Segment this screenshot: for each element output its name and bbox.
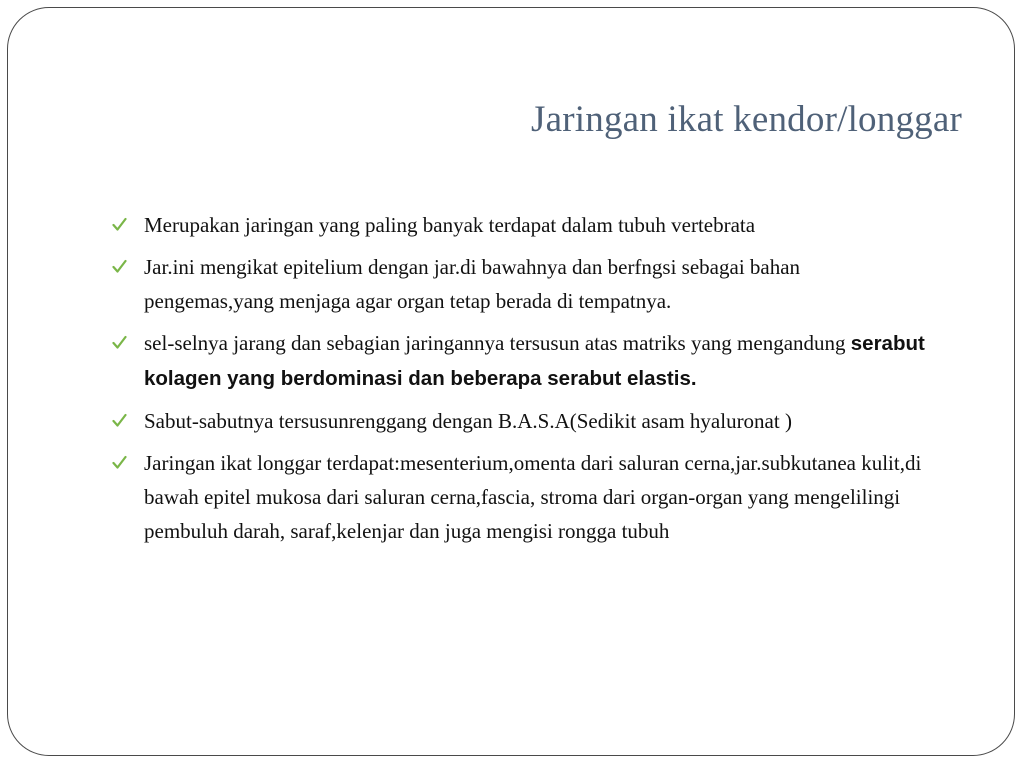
bullet-item [112, 326, 972, 396]
check-icon [112, 326, 130, 360]
slide-title: Jaringan ikat kendor/longgar [531, 99, 962, 140]
bullet-bold-text: serabut kolagen yang berdominasi dan beberapa serabut elastis. [144, 332, 925, 390]
bullet-text: Jaringan ikat longgar terdapat:mesenterium,omenta dari saluran cerna,jar.subkutanea kulit,di bawah epitel mukosa dari saluran cerna,fascia, stroma dari organ-organ yang mengelilingi pembuluh darah, saraf,kelenjar dan juga mengisi rongga tubuh [144, 451, 922, 543]
bullet-list [112, 208, 972, 548]
check-icon [112, 404, 130, 438]
bullet-text: sel-selnya jarang dan sebagian jaringannya tersusun atas matriks yang mengandung [144, 331, 851, 355]
bullet-item [112, 208, 972, 242]
bullet-text: Merupakan jaringan yang paling banyak terdapat dalam tubuh vertebrata [144, 213, 756, 237]
check-icon [112, 250, 130, 284]
bullet-text: Sabut-sabutnya tersusunrenggang dengan B.A.S.A(Sedikit asam hyaluronat ) [144, 409, 792, 433]
check-icon [112, 446, 130, 480]
check-icon [112, 208, 130, 242]
bullet-text: Jar.ini mengikat epitelium dengan jar.di bawahnya dan berfngsi sebagai bahan pengemas,yang menjaga agar organ tetap berada di tempatnya. [144, 255, 801, 313]
bullet-item [112, 250, 924, 318]
bullet-item [112, 446, 972, 548]
bullet-item [112, 404, 972, 438]
